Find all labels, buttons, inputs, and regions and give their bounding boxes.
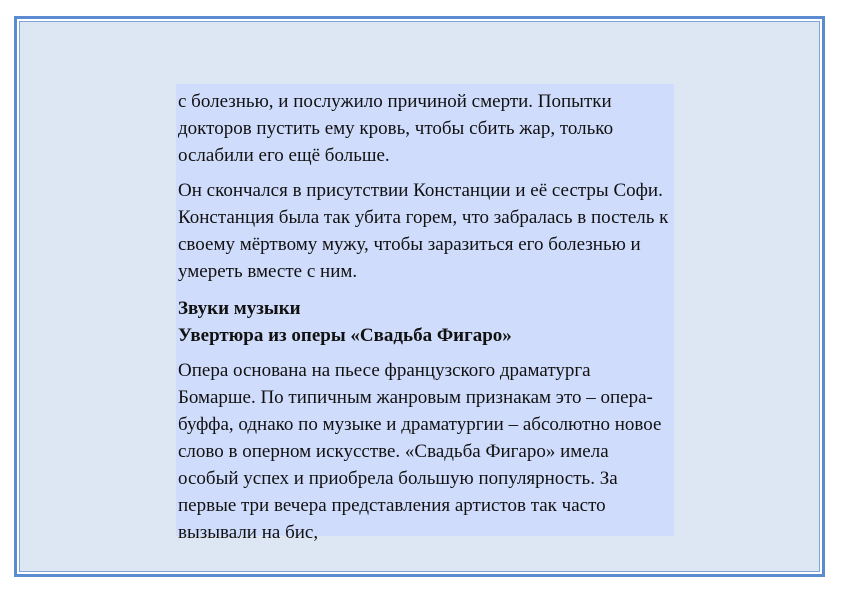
paragraph-opera: Опера основана на пьесе французского драматурга Бомарше. По типичным жанровым признакам это – опера-буффа, однако по музыке и драматургии – абсолютно новое слово в оперном искусстве. «Свадьба Фигаро» имела особый успех и приобрела большую популярность. За первые три вечера представления артистов так часто вызывали на бис, (178, 360, 662, 543)
section-heading: Звуки музыки (178, 298, 301, 319)
text-box (176, 84, 674, 543)
paragraph-death-scene: Он скончался в присутствии Констанции и её сестры Софи. Констанция была так убита горем, что забралась в постель к своему мёртвому мужу, чтобы заразиться его болезнью и умереть вместе с ним. (178, 180, 669, 282)
paragraph-death-cause: с болезнью, и послужило причиной смерти. Попытки докторов пустить ему кровь, чтобы сбить жар, только ослабили его ещё больше. (178, 91, 614, 166)
subsection-heading: Увертюра из оперы «Свадьба Фигаро» (178, 325, 512, 346)
